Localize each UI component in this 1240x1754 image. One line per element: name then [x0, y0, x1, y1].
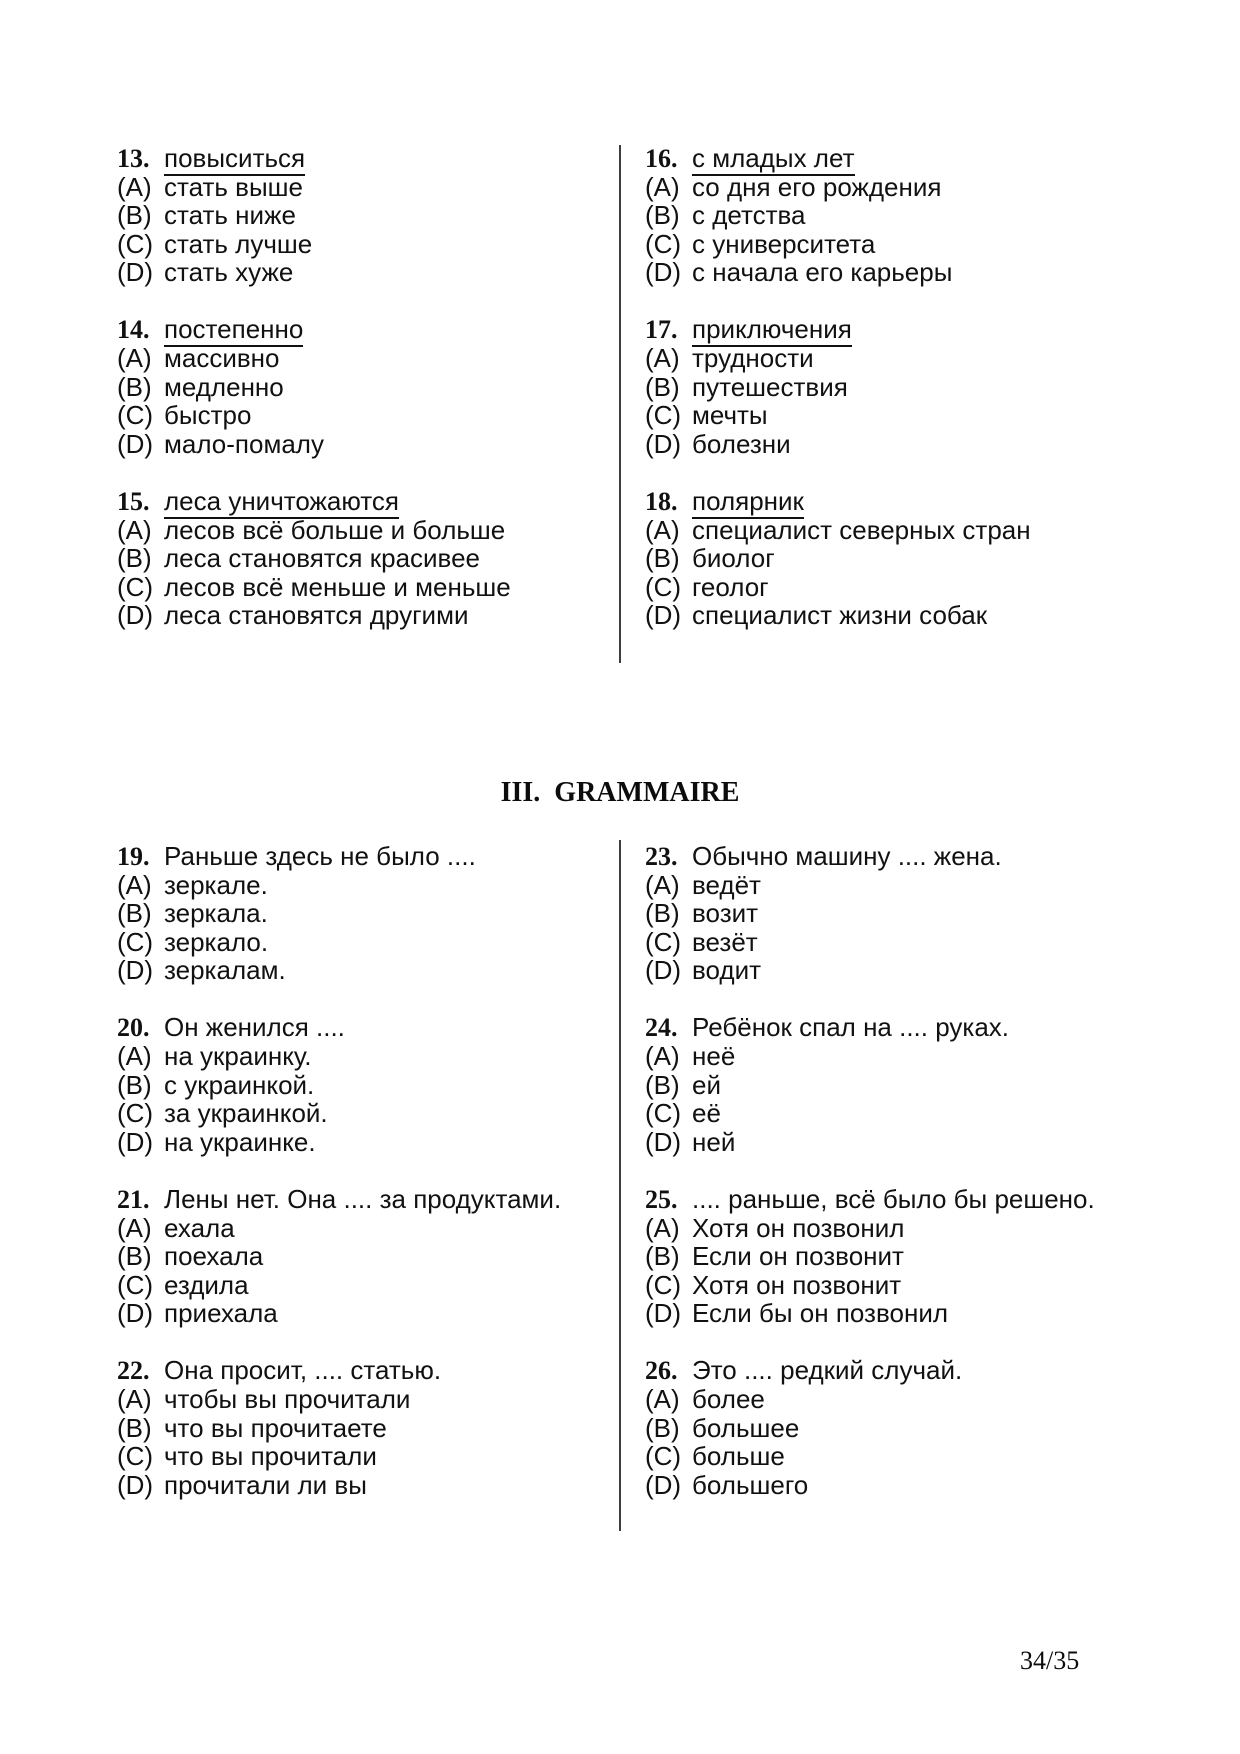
option-text: леса становятся другими	[164, 600, 469, 631]
question-heading	[117, 487, 637, 516]
option-letter: (D)	[645, 1298, 682, 1329]
question-block	[117, 487, 637, 630]
option-letter: (C)	[645, 1269, 682, 1300]
option-text: зеркалам.	[164, 955, 286, 986]
answer-option	[645, 516, 1165, 545]
option-letter: (A)	[117, 171, 152, 202]
answer-option	[117, 373, 637, 402]
option-letter: (A)	[117, 1041, 152, 1072]
option-letter: (C)	[645, 1441, 682, 1472]
answer-option	[645, 1128, 1165, 1157]
option-text: больше	[692, 1441, 785, 1472]
answer-option	[645, 544, 1165, 573]
option-text: что вы прочитали	[164, 1441, 377, 1472]
question-heading	[645, 1356, 1165, 1385]
question-block	[117, 1356, 637, 1499]
option-text: лесов всё больше и больше	[164, 514, 506, 545]
option-text: более	[692, 1384, 765, 1414]
option-letter: (B)	[117, 1412, 152, 1443]
answer-option	[645, 1442, 1165, 1471]
answer-option	[645, 928, 1165, 957]
option-text: большего	[692, 1469, 809, 1500]
question-number: 26.	[645, 1356, 678, 1386]
answer-option	[645, 1071, 1165, 1100]
answer-option	[117, 258, 637, 287]
question-prompt: повыситься	[164, 144, 305, 176]
option-letter: (C)	[117, 1441, 154, 1472]
question-block	[117, 1013, 637, 1156]
answer-option	[117, 1385, 637, 1414]
question-heading	[117, 1356, 637, 1385]
question-block	[117, 842, 637, 985]
option-text: большее	[692, 1412, 800, 1443]
answer-option	[117, 516, 637, 545]
question-heading	[645, 842, 1165, 871]
question-number: 20.	[117, 1013, 150, 1043]
answer-option	[117, 1214, 637, 1243]
option-letter: (D)	[645, 600, 682, 631]
answer-option	[117, 573, 637, 602]
answer-option	[645, 1471, 1165, 1500]
option-text: приехала	[164, 1298, 278, 1329]
answer-option	[645, 601, 1165, 630]
question-block	[645, 144, 1165, 287]
option-text: медленно	[164, 371, 284, 402]
option-text: со дня его рождения	[692, 171, 942, 202]
option-text: Хотя он позвонит	[692, 1269, 902, 1300]
question-block	[117, 144, 637, 287]
answer-option	[645, 956, 1165, 985]
option-letter: (B)	[645, 200, 680, 231]
answer-option	[117, 230, 637, 259]
option-text: массивно	[164, 343, 280, 374]
option-letter: (D)	[645, 428, 682, 459]
option-text: зеркала.	[164, 898, 268, 929]
option-text: на украинке.	[164, 1126, 316, 1157]
option-letter: (A)	[645, 343, 680, 374]
question-prompt: Это .... редкий случай.	[692, 1355, 963, 1386]
answer-option	[117, 1414, 637, 1443]
option-text: её	[692, 1098, 721, 1129]
question-block	[645, 1013, 1165, 1156]
question-number: 14.	[117, 315, 150, 345]
answer-option	[117, 871, 637, 900]
option-text: трудности	[692, 343, 814, 374]
question-number: 18.	[645, 486, 678, 516]
option-letter: (A)	[117, 1212, 152, 1243]
option-text: быстро	[164, 400, 252, 431]
answer-option	[645, 173, 1165, 202]
option-text: болезни	[692, 428, 791, 459]
option-letter: (B)	[117, 543, 152, 574]
option-letter: (A)	[645, 869, 680, 900]
option-text: на украинку.	[164, 1041, 312, 1072]
option-letter: (D)	[117, 1126, 154, 1157]
answer-option	[117, 401, 637, 430]
option-letter: (B)	[117, 1069, 152, 1100]
question-number: 16.	[645, 144, 678, 173]
question-heading	[117, 1013, 637, 1042]
option-letter: (D)	[117, 257, 154, 288]
answer-option	[117, 1071, 637, 1100]
option-letter: (C)	[117, 228, 154, 259]
option-letter: (D)	[117, 1298, 154, 1329]
answer-option	[645, 230, 1165, 259]
answer-option	[117, 928, 637, 957]
option-letter: (C)	[645, 926, 682, 957]
question-heading	[117, 144, 637, 173]
option-letter: (B)	[645, 543, 680, 574]
option-letter: (D)	[645, 955, 682, 986]
answer-option	[645, 401, 1165, 430]
option-text: с украинкой.	[164, 1069, 315, 1100]
option-letter: (B)	[645, 371, 680, 402]
question-prompt: леса уничтожаются	[164, 487, 399, 519]
answer-option	[117, 1442, 637, 1471]
question-number: 22.	[117, 1356, 150, 1386]
option-text: геолог	[692, 571, 769, 602]
answer-option	[645, 344, 1165, 373]
answer-option	[117, 1471, 637, 1500]
vocabulary-right-column	[645, 144, 1165, 658]
question-prompt: Лены нет. Она .... за продуктами.	[164, 1183, 562, 1214]
option-letter: (D)	[645, 257, 682, 288]
question-prompt: Раньше здесь не было ....	[164, 841, 476, 871]
question-heading	[117, 315, 637, 344]
option-letter: (B)	[117, 1241, 152, 1272]
option-text: ней	[692, 1126, 736, 1157]
answer-option	[117, 201, 637, 230]
answer-option	[645, 1214, 1165, 1243]
option-text: везёт	[692, 926, 758, 957]
question-prompt: Она просит, .... статью.	[164, 1355, 442, 1386]
option-text: возит	[692, 898, 759, 929]
option-text: ехала	[164, 1212, 235, 1243]
answer-option	[117, 344, 637, 373]
option-letter: (B)	[645, 898, 680, 929]
question-prompt: постепенно	[164, 315, 303, 347]
page-number: 34/35	[1020, 1646, 1080, 1675]
answer-option	[117, 1128, 637, 1157]
question-heading	[645, 487, 1165, 516]
option-text: путешествия	[692, 371, 848, 402]
answer-option	[645, 1385, 1165, 1414]
option-letter: (A)	[117, 343, 152, 374]
option-letter: (A)	[117, 869, 152, 900]
answer-option	[645, 430, 1165, 459]
answer-option	[645, 201, 1165, 230]
option-letter: (A)	[645, 171, 680, 202]
question-prompt: с младых лет	[692, 144, 855, 176]
answer-option	[117, 899, 637, 928]
answer-option	[117, 601, 637, 630]
option-text: Если бы он позвонил	[692, 1298, 949, 1329]
option-text: стать хуже	[164, 257, 294, 288]
question-prompt: Он женился ....	[164, 1012, 345, 1043]
question-prompt: .... раньше, всё было бы решено.	[692, 1183, 1095, 1214]
option-text: стать ниже	[164, 200, 296, 231]
answer-option	[645, 1242, 1165, 1271]
answer-option	[117, 1299, 637, 1328]
answer-option	[645, 1042, 1165, 1071]
answer-option	[117, 430, 637, 459]
option-letter: (C)	[645, 1098, 682, 1129]
option-letter: (A)	[645, 1041, 680, 1072]
grammar-left-column	[117, 842, 637, 1528]
option-text: с университета	[692, 228, 876, 259]
section-heading-number: III.	[500, 777, 541, 808]
option-letter: (B)	[117, 200, 152, 231]
option-text: поехала	[164, 1241, 264, 1272]
option-text: ездила	[164, 1269, 249, 1300]
option-text: что вы прочитаете	[164, 1412, 387, 1443]
option-letter: (B)	[117, 371, 152, 402]
question-prompt: Ребёнок спал на .... руках.	[692, 1012, 1010, 1043]
question-prompt: приключения	[692, 315, 852, 347]
option-letter: (B)	[645, 1412, 680, 1443]
question-number: 17.	[645, 315, 678, 345]
section-heading	[0, 778, 1240, 808]
answer-option	[645, 899, 1165, 928]
option-text: мало-помалу	[164, 428, 324, 459]
option-text: специалист северных стран	[692, 514, 1031, 545]
question-block	[645, 315, 1165, 458]
option-letter: (C)	[117, 400, 154, 431]
option-letter: (C)	[645, 228, 682, 259]
question-number: 24.	[645, 1013, 678, 1043]
option-letter: (C)	[117, 571, 154, 602]
section-heading-title: GRAMMAIRE	[554, 777, 740, 808]
question-number: 15.	[117, 486, 150, 516]
option-letter: (C)	[117, 1269, 154, 1300]
answer-option	[645, 373, 1165, 402]
question-number: 13.	[117, 144, 150, 173]
answer-option	[117, 956, 637, 985]
option-text: Если он позвонит	[692, 1241, 904, 1272]
option-letter: (B)	[645, 1069, 680, 1100]
question-heading	[645, 315, 1165, 344]
option-letter: (A)	[645, 514, 680, 545]
option-letter: (D)	[117, 428, 154, 459]
option-text: с начала его карьеры	[692, 257, 953, 288]
answer-option	[645, 1299, 1165, 1328]
option-text: леса становятся красивее	[164, 543, 480, 574]
option-letter: (B)	[645, 1241, 680, 1272]
option-letter: (A)	[645, 1384, 680, 1414]
answer-option	[645, 1099, 1165, 1128]
option-text: стать лучше	[164, 228, 313, 259]
option-text: с детства	[692, 200, 806, 231]
question-block	[117, 1185, 637, 1328]
question-number: 21.	[117, 1184, 150, 1214]
grammar-right-column	[645, 842, 1165, 1528]
question-heading	[645, 144, 1165, 173]
option-letter: (C)	[117, 926, 154, 957]
answer-option	[645, 871, 1165, 900]
option-text: мечты	[692, 400, 768, 431]
option-text: зеркало.	[164, 926, 269, 957]
option-letter: (B)	[117, 898, 152, 929]
option-letter: (C)	[117, 1098, 154, 1129]
option-text: зеркале.	[164, 869, 268, 900]
option-letter: (D)	[117, 1469, 154, 1500]
option-text: Хотя он позвонил	[692, 1212, 905, 1243]
answer-option	[117, 1099, 637, 1128]
question-block	[645, 842, 1165, 985]
question-block	[645, 487, 1165, 630]
option-text: стать выше	[164, 171, 304, 202]
option-letter: (D)	[117, 600, 154, 631]
vocabulary-left-column	[117, 144, 637, 658]
question-heading	[645, 1185, 1165, 1214]
option-text: за украинкой.	[164, 1098, 328, 1129]
answer-option	[645, 1414, 1165, 1443]
option-text: неё	[692, 1041, 736, 1072]
option-letter: (C)	[645, 571, 682, 602]
answer-option	[645, 573, 1165, 602]
option-letter: (A)	[117, 1384, 152, 1414]
option-letter: (D)	[645, 1126, 682, 1157]
answer-option	[645, 258, 1165, 287]
option-text: лесов всё меньше и меньше	[164, 571, 511, 602]
option-letter: (C)	[645, 400, 682, 431]
question-number: 23.	[645, 842, 678, 871]
option-text: ведёт	[692, 869, 761, 900]
option-text: водит	[692, 955, 762, 986]
question-prompt: Обычно машину .... жена.	[692, 841, 1002, 871]
answer-option	[117, 544, 637, 573]
question-heading	[117, 1185, 637, 1214]
option-letter: (D)	[117, 955, 154, 986]
option-letter: (A)	[645, 1212, 680, 1243]
question-heading	[645, 1013, 1165, 1042]
option-text: биолог	[692, 543, 775, 574]
question-prompt: полярник	[692, 487, 804, 519]
option-text: прочитали ли вы	[164, 1469, 367, 1500]
option-text: ей	[692, 1069, 721, 1100]
question-number: 19.	[117, 842, 150, 871]
answer-option	[117, 173, 637, 202]
option-text: специалист жизни собак	[692, 600, 988, 631]
option-text: чтобы вы прочитали	[164, 1384, 411, 1414]
answer-option	[117, 1242, 637, 1271]
question-block	[645, 1185, 1165, 1328]
answer-option	[645, 1271, 1165, 1300]
answer-option	[117, 1271, 637, 1300]
option-letter: (A)	[117, 514, 152, 545]
question-block	[117, 315, 637, 458]
question-number: 25.	[645, 1184, 678, 1214]
question-heading	[117, 842, 637, 871]
option-letter: (D)	[645, 1469, 682, 1500]
answer-option	[117, 1042, 637, 1071]
question-block	[645, 1356, 1165, 1499]
